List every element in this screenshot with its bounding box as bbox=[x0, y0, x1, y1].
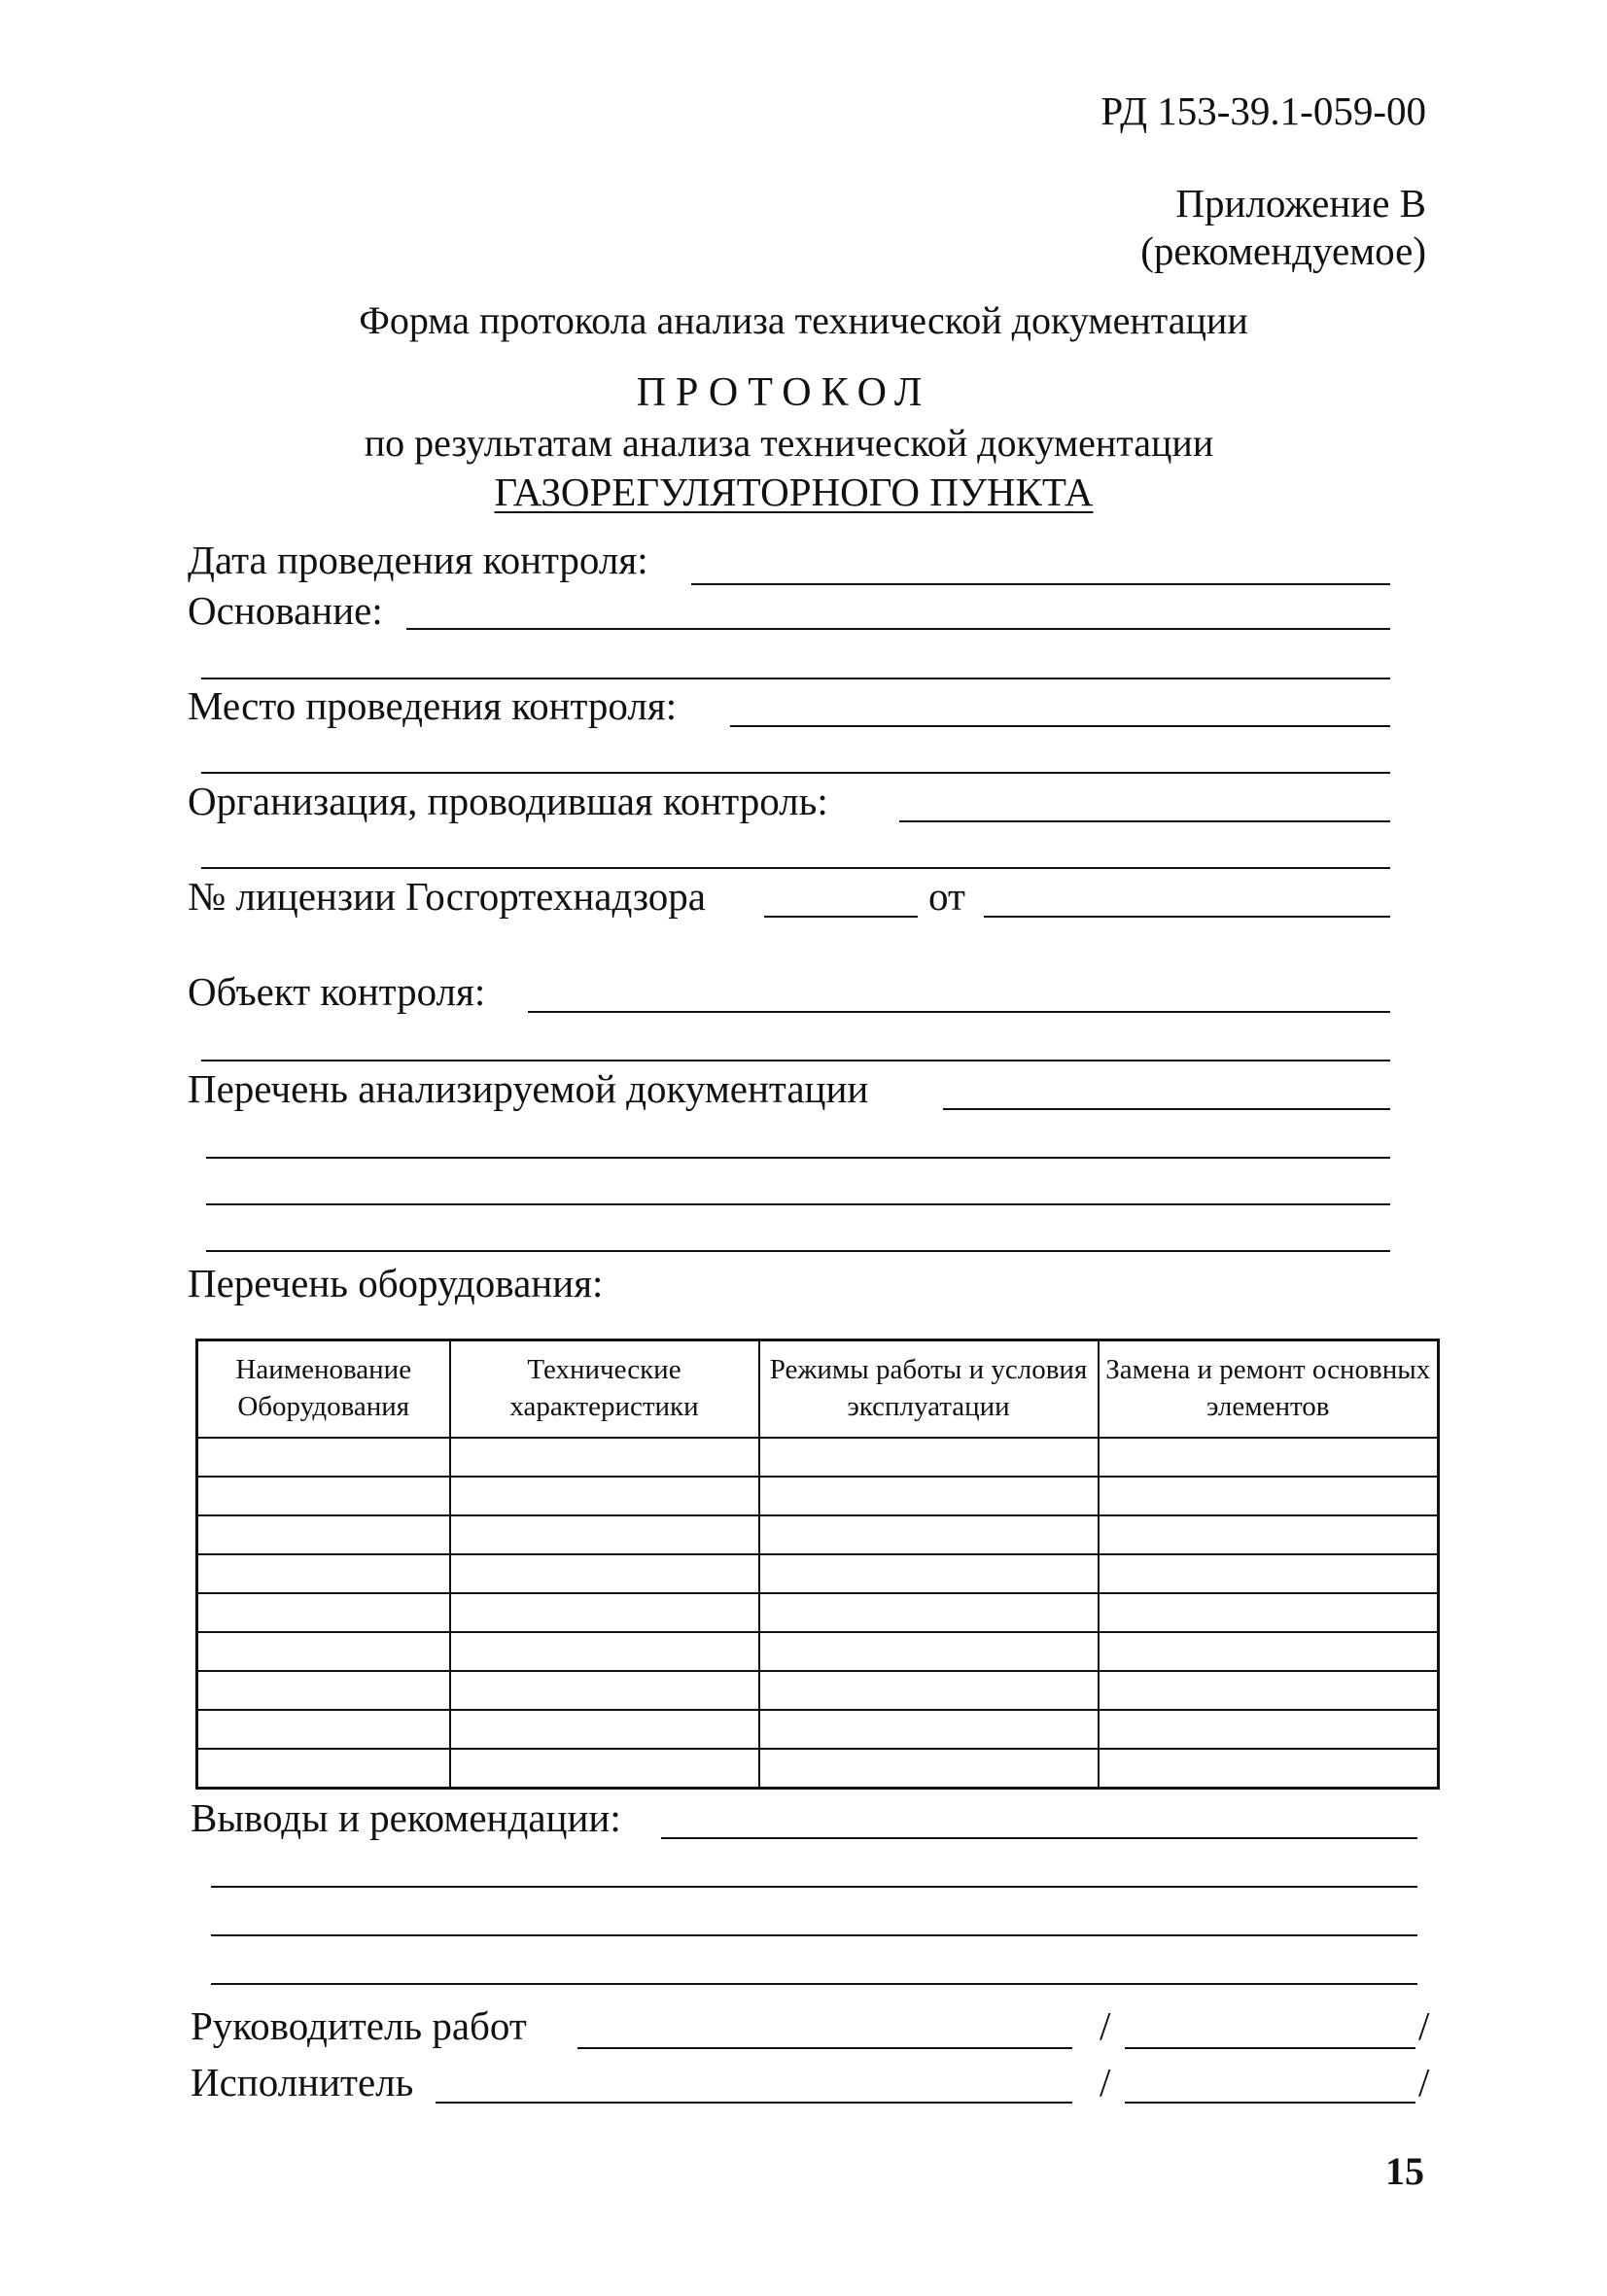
document-code: РД 153-39.1-059-00 bbox=[1100, 88, 1426, 133]
doc-list-field[interactable] bbox=[943, 1108, 1390, 1110]
column-header-repair: Замена и ремонт основных элементов bbox=[1099, 1340, 1439, 1439]
license-number-field[interactable] bbox=[764, 916, 918, 918]
appendix-label bbox=[1140, 180, 1426, 275]
table-cell[interactable] bbox=[450, 1593, 759, 1632]
control-object-label: Объект контроля: bbox=[188, 969, 486, 1014]
table-row bbox=[197, 1632, 1439, 1671]
table-cell[interactable] bbox=[197, 1632, 450, 1671]
protocol-object: ГАЗОРЕГУЛЯТОРНОГО ПУНКТА bbox=[494, 470, 1094, 514]
manager-signature-field[interactable] bbox=[577, 2047, 1072, 2049]
org-label: Организация, проводившая контроль: bbox=[188, 779, 828, 823]
table-cell[interactable] bbox=[759, 1515, 1099, 1554]
table-row bbox=[197, 1554, 1439, 1593]
place-field-line-2[interactable] bbox=[201, 772, 1390, 774]
table-cell[interactable] bbox=[759, 1671, 1099, 1710]
table-cell[interactable] bbox=[450, 1749, 759, 1789]
table-cell[interactable] bbox=[450, 1671, 759, 1710]
table-row bbox=[197, 1710, 1439, 1749]
table-row bbox=[197, 1438, 1439, 1477]
table-cell[interactable] bbox=[197, 1593, 450, 1632]
table-row bbox=[197, 1515, 1439, 1554]
manager-slash-open: / bbox=[1100, 2003, 1111, 2048]
equipment-table-header bbox=[197, 1340, 1439, 1439]
appendix-title: Приложение В bbox=[1175, 181, 1426, 226]
table-cell[interactable] bbox=[1099, 1438, 1439, 1477]
date-label: Дата проведения контроля: bbox=[188, 538, 648, 582]
basis-field-line-2[interactable] bbox=[201, 678, 1390, 679]
table-cell[interactable] bbox=[1099, 1671, 1439, 1710]
table-cell[interactable] bbox=[1099, 1749, 1439, 1789]
equipment-list-label: Перечень оборудования: bbox=[188, 1261, 604, 1305]
manager-slash-close: / bbox=[1418, 2003, 1430, 2048]
control-object-field[interactable] bbox=[528, 1011, 1390, 1013]
executor-signature-field[interactable] bbox=[436, 2102, 1072, 2104]
table-cell[interactable] bbox=[450, 1438, 759, 1477]
executor-name-field[interactable] bbox=[1125, 2102, 1415, 2104]
conclusions-field[interactable] bbox=[661, 1837, 1417, 1839]
table-row bbox=[197, 1671, 1439, 1710]
place-label: Место проведения контроля: bbox=[188, 683, 678, 728]
executor-slash-open: / bbox=[1100, 2060, 1111, 2105]
conclusions-field-line-2[interactable] bbox=[211, 1886, 1417, 1888]
table-cell[interactable] bbox=[759, 1632, 1099, 1671]
org-field-line-2[interactable] bbox=[201, 867, 1390, 869]
table-cell[interactable] bbox=[759, 1477, 1099, 1515]
table-row bbox=[197, 1477, 1439, 1515]
column-header-name: Наименование Оборудования bbox=[197, 1340, 450, 1439]
column-header-modes: Режимы работы и условия эксплуатации bbox=[759, 1340, 1099, 1439]
org-field[interactable] bbox=[899, 820, 1390, 822]
table-row bbox=[197, 1593, 1439, 1632]
table-cell[interactable] bbox=[759, 1554, 1099, 1593]
table-cell[interactable] bbox=[197, 1554, 450, 1593]
table-row bbox=[197, 1749, 1439, 1789]
table-cell[interactable] bbox=[1099, 1710, 1439, 1749]
page-number: 15 bbox=[1385, 2149, 1424, 2193]
doc-list-label: Перечень анализируемой документации bbox=[188, 1066, 869, 1111]
license-date-field[interactable] bbox=[984, 916, 1390, 918]
protocol-subtitle: по результатам анализа технической документации bbox=[364, 421, 1214, 465]
executor-label: Исполнитель bbox=[191, 2060, 414, 2105]
table-cell[interactable] bbox=[759, 1710, 1099, 1749]
protocol-title: ПРОТОКОЛ bbox=[636, 370, 932, 415]
table-cell[interactable] bbox=[197, 1515, 450, 1554]
table-cell[interactable] bbox=[1099, 1477, 1439, 1515]
table-cell[interactable] bbox=[1099, 1554, 1439, 1593]
table-cell[interactable] bbox=[450, 1632, 759, 1671]
table-cell[interactable] bbox=[1099, 1593, 1439, 1632]
conclusions-field-line-3[interactable] bbox=[211, 1934, 1417, 1936]
table-cell[interactable] bbox=[197, 1749, 450, 1789]
conclusions-label: Выводы и рекомендации: bbox=[191, 1795, 621, 1840]
table-cell[interactable] bbox=[197, 1710, 450, 1749]
table-cell[interactable] bbox=[759, 1749, 1099, 1789]
place-field[interactable] bbox=[730, 725, 1390, 727]
appendix-status: (рекомендуемое) bbox=[1140, 228, 1426, 274]
table-cell[interactable] bbox=[1099, 1632, 1439, 1671]
table-cell[interactable] bbox=[450, 1554, 759, 1593]
license-label: № лицензии Госгортехнадзора bbox=[188, 874, 706, 919]
column-header-specs: Технические характеристики bbox=[450, 1340, 759, 1439]
table-cell[interactable] bbox=[450, 1477, 759, 1515]
manager-label: Руководитель работ bbox=[191, 2003, 527, 2048]
equipment-table bbox=[195, 1339, 1440, 1790]
control-object-field-line-2[interactable] bbox=[201, 1060, 1390, 1061]
table-cell[interactable] bbox=[450, 1515, 759, 1554]
manager-name-field[interactable] bbox=[1125, 2047, 1415, 2049]
doc-list-field-line-2[interactable] bbox=[206, 1157, 1390, 1159]
table-cell[interactable] bbox=[759, 1438, 1099, 1477]
table-cell[interactable] bbox=[197, 1671, 450, 1710]
table-cell[interactable] bbox=[759, 1593, 1099, 1632]
table-cell[interactable] bbox=[197, 1438, 450, 1477]
table-cell[interactable] bbox=[197, 1477, 450, 1515]
conclusions-field-line-4[interactable] bbox=[211, 1983, 1417, 1985]
doc-list-field-line-3[interactable] bbox=[206, 1203, 1390, 1205]
date-field[interactable] bbox=[691, 583, 1390, 585]
basis-field[interactable] bbox=[406, 628, 1390, 630]
form-title: Форма протокола анализа технической документации bbox=[359, 298, 1248, 342]
license-from-label: от bbox=[928, 874, 965, 919]
table-cell[interactable] bbox=[1099, 1515, 1439, 1554]
doc-list-field-line-4[interactable] bbox=[206, 1250, 1390, 1252]
executor-slash-close: / bbox=[1418, 2060, 1430, 2105]
table-cell[interactable] bbox=[450, 1710, 759, 1749]
basis-label: Основание: bbox=[188, 588, 383, 633]
